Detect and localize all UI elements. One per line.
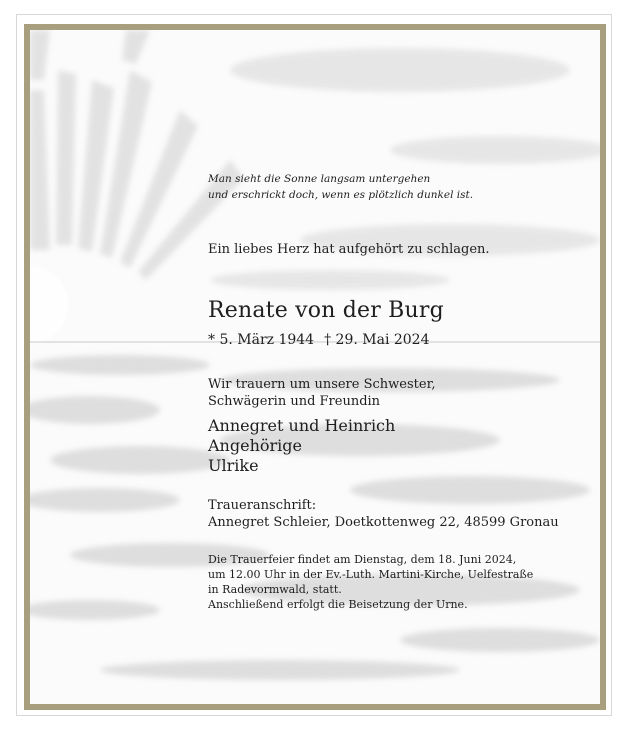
mourner-3: Ulrike xyxy=(208,456,259,475)
ceremony-line-3: in Radevormwald, statt. xyxy=(208,583,342,596)
gold-frame xyxy=(24,24,606,710)
mourner-1: Annegret und Heinrich xyxy=(208,416,396,435)
address-value: Annegret Schleier, Doetkottenweg 22, 48599 Gronau xyxy=(208,515,559,530)
ceremony-line-2: um 12.00 Uhr in der Ev.-Luth. Martini-Kirche, Uelfestraße xyxy=(208,568,534,581)
mourning-line-1: Wir trauern um unsere Schwester, xyxy=(208,377,436,392)
ceremony-line-4: Anschließend erfolgt die Beisetzung der Urne. xyxy=(208,598,468,611)
deceased-name: Renate von der Burg xyxy=(208,298,444,323)
heart-line: Ein liebes Herz hat aufgehört zu schlagen. xyxy=(208,242,490,257)
life-dates xyxy=(208,332,430,348)
obituary-text xyxy=(30,30,600,704)
mourner-2: Angehörige xyxy=(208,436,302,455)
quote-line-2: und erschrickt doch, wenn es plötzlich dunkel ist. xyxy=(208,189,474,201)
mourning-line-2: Schwägerin und Freundin xyxy=(208,394,381,409)
death-date: † 29. Mai 2024 xyxy=(324,332,430,348)
address-label: Traueranschrift: xyxy=(208,498,317,513)
ceremony-line-1: Die Trauerfeier findet am Dienstag, dem 18. Juni 2024, xyxy=(208,553,517,566)
quote-line-1: Man sieht die Sonne langsam untergehen xyxy=(208,173,431,185)
birth-date: * 5. März 1944 xyxy=(208,332,315,348)
